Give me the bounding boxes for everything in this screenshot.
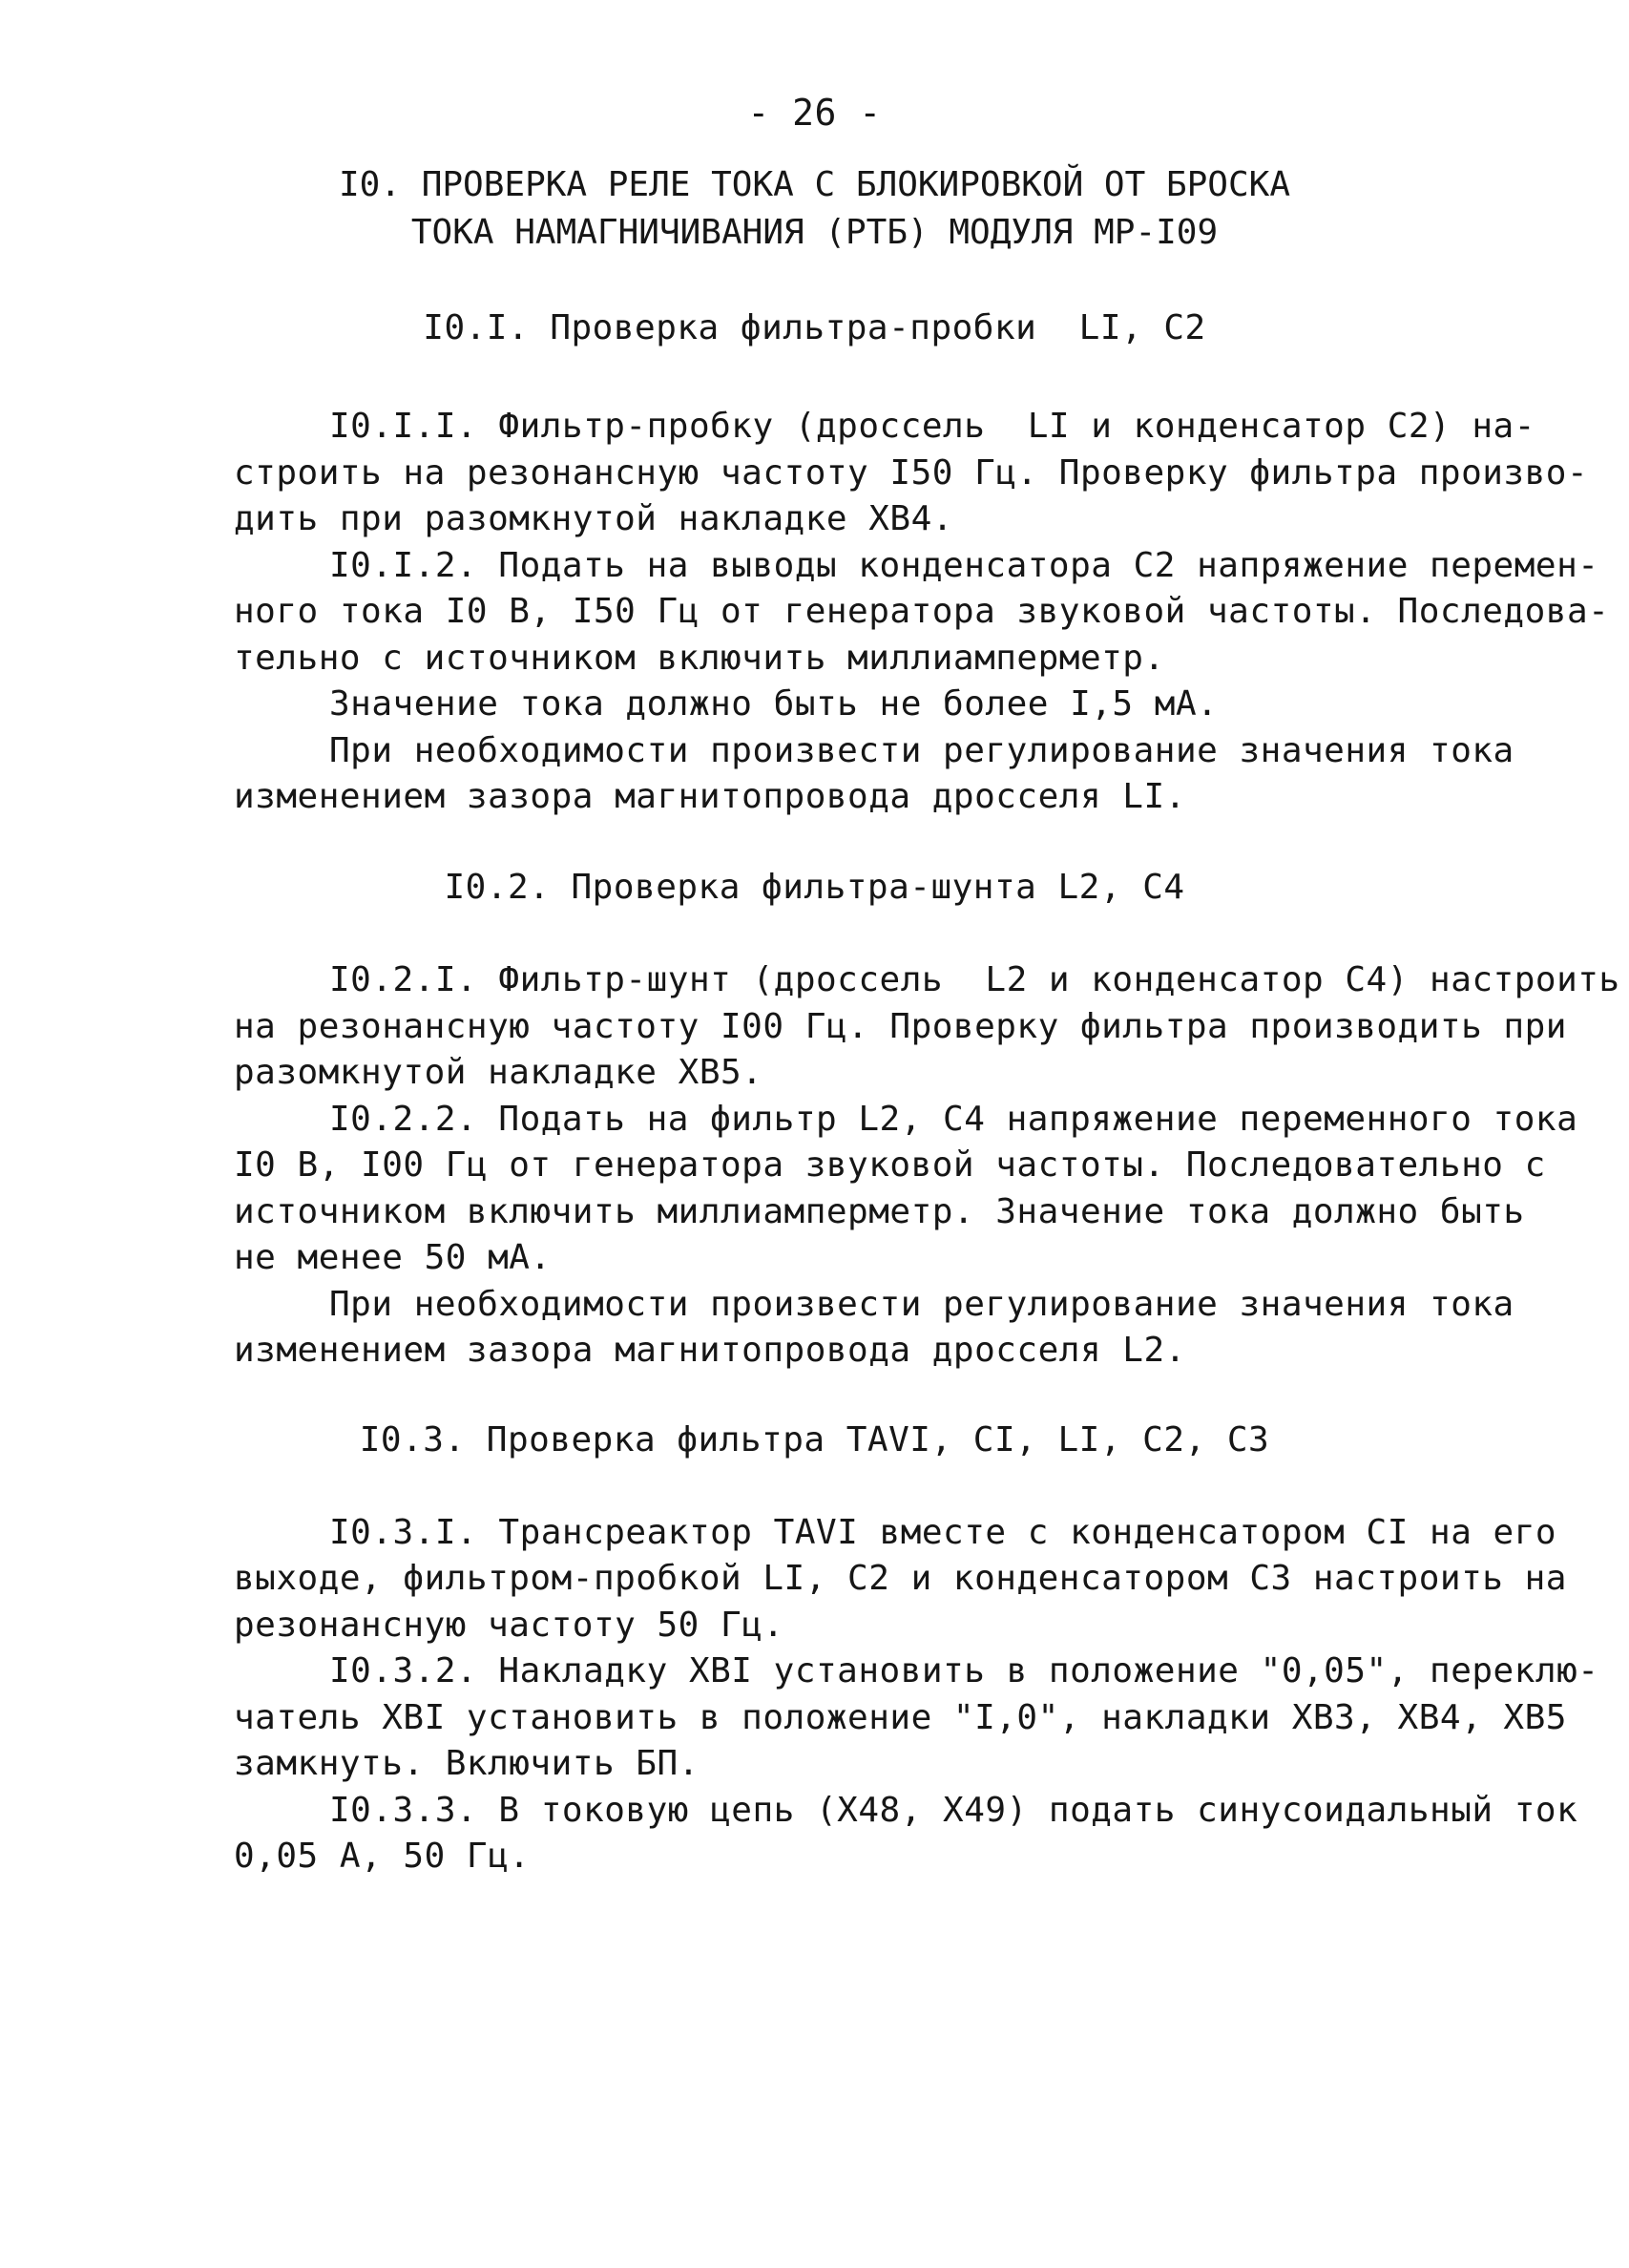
paragraph-line: изменением зазора магнитопровода дросселя LI. [234, 777, 1186, 816]
paragraph-line: дить при разомкнутой накладке ХВ4. [234, 499, 953, 538]
paragraph-line: I0.2.I. Фильтр-шунт (дроссель L2 и конденсатор C4) настроить [329, 960, 1620, 999]
paragraph-line: I0.3.3. В токовую цепь (Х48, Х49) подать синусоидальный ток [329, 1791, 1578, 1830]
page-number: - 26 - [747, 92, 882, 134]
subsection-heading-10-2: I0.2. Проверка фильтра-шунта L2, C4 [444, 868, 1185, 907]
paragraph-line: При необходимости произвести регулирование значения тока [329, 1285, 1514, 1324]
section-title-line-2: ТОКА НАМАГНИЧИВАНИЯ (РТБ) МОДУЛЯ МР-I09 [410, 213, 1219, 252]
paragraph-line: на резонансную частоту I00 Гц. Проверку фильтра производить при [234, 1007, 1567, 1046]
paragraph-line: I0.I.I. Фильтр-пробку (дроссель LI и конденсатор C2) на- [329, 407, 1535, 446]
paragraph-line: выходе, фильтром-пробкой LI, C2 и конденсатором C3 настроить на [234, 1559, 1567, 1598]
paragraph-line: источником включить миллиамперметр. Значение тока должно быть [234, 1192, 1525, 1231]
subsection-heading-10-3: I0.3. Проверка фильтра TAVI, CI, LI, C2, C3 [359, 1420, 1270, 1460]
paragraph-line: изменением зазора магнитопровода дросселя L2. [234, 1331, 1186, 1370]
paragraph-line: строить на резонансную частоту I50 Гц. Проверку фильтра произво- [234, 453, 1589, 493]
paragraph-line: Значение тока должно быть не более I,5 мА. [329, 684, 1219, 724]
paragraph-line: I0.I.2. Подать на выводы конденсатора C2 напряжение перемен- [329, 546, 1599, 585]
paragraph-line: 0,05 А, 50 Гц. [234, 1837, 531, 1876]
subsection-heading-10-1: I0.I. Проверка фильтра-пробки LI, C2 [423, 308, 1206, 347]
paragraph-line: I0.2.2. Подать на фильтр L2, C4 напряжение переменного тока [329, 1100, 1578, 1139]
paragraph-line: тельно с источником включить миллиамперметр. [234, 639, 1165, 678]
paragraph-line: I0 В, I00 Гц от генератора звуковой частоты. Последовательно с [234, 1145, 1546, 1185]
paragraph-line: резонансную частоту 50 Гц. [234, 1606, 784, 1645]
paragraph-line: При необходимости произвести регулирование значения тока [329, 731, 1514, 770]
paragraph-line: не менее 50 мА. [234, 1238, 552, 1277]
paragraph-line: ного тока I0 В, I50 Гц от генератора звуковой частоты. Последова- [234, 592, 1610, 631]
paragraph-line: разомкнутой накладке ХВ5. [234, 1053, 763, 1092]
section-title-line-1: I0. ПРОВЕРКА РЕЛЕ ТОКА С БЛОКИРОВКОЙ ОТ БРОСКА [339, 165, 1290, 204]
paragraph-line: I0.3.2. Накладку ХВI установить в положение "0,05", переклю- [329, 1651, 1599, 1690]
paragraph-line: замкнуть. Включить БП. [234, 1744, 700, 1783]
paragraph-line: I0.3.I. Трансреактор TAVI вместе с конденсатором CI на его [329, 1513, 1557, 1552]
paragraph-line: чатель ХВI установить в положение "I,0", накладки ХВ3, ХВ4, ХВ5 [234, 1698, 1567, 1737]
